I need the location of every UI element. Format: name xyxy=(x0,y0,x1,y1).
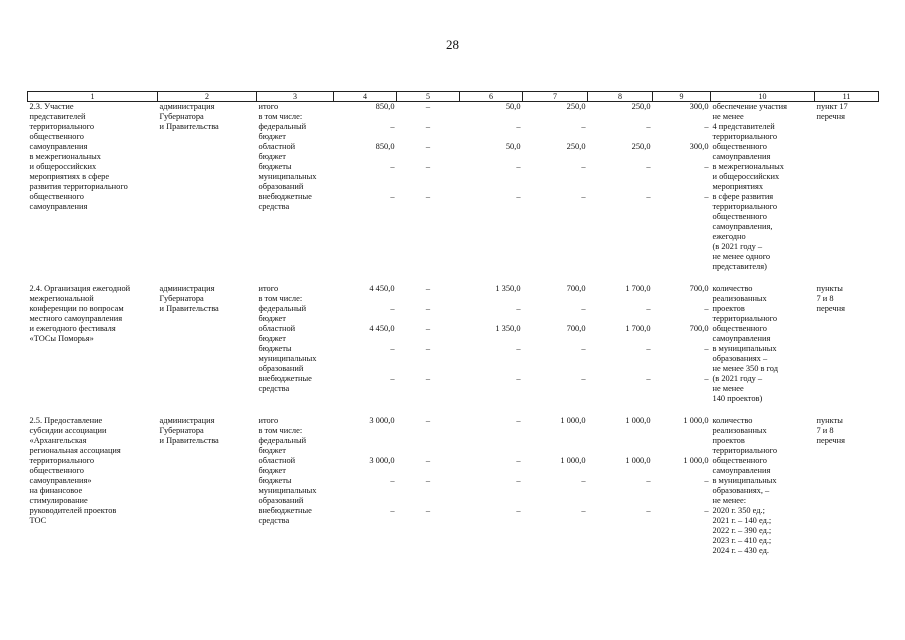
value-cell: – xyxy=(581,122,586,131)
value-cell xyxy=(655,426,709,436)
value-cell: – xyxy=(425,142,431,151)
value-cell: – xyxy=(646,122,651,131)
value-cell xyxy=(590,436,651,456)
value-cell xyxy=(525,112,586,122)
value-cell: 850,0 xyxy=(375,142,395,151)
value-cell xyxy=(462,426,521,436)
value-cell: 250,0 xyxy=(631,102,651,111)
value-cell: 1 000,0 xyxy=(625,456,651,465)
value-cell: 50,0 xyxy=(505,142,521,151)
value-cell: – xyxy=(390,122,395,131)
value-cell: – xyxy=(704,122,709,131)
value-cell: 3 000,0 xyxy=(369,416,395,425)
value-cell: – xyxy=(425,456,431,465)
value-cell: – xyxy=(581,192,586,201)
value-cell: – xyxy=(646,162,651,171)
header-row xyxy=(28,92,879,102)
value-cell xyxy=(336,436,395,456)
value-cell: – xyxy=(390,304,395,313)
source-label: в том числе: xyxy=(258,426,303,435)
source-label: внебюджетные средства xyxy=(258,506,312,525)
value-cell: – xyxy=(425,162,431,171)
col7-values xyxy=(523,102,588,273)
executor: администрация Губернатора и Правительства xyxy=(159,284,219,313)
table-row xyxy=(28,284,879,404)
value-cell: 250,0 xyxy=(566,102,586,111)
value-cell: – xyxy=(390,374,395,383)
source-label: областной бюджет xyxy=(258,142,296,161)
value-cell: – xyxy=(425,284,431,293)
value-cell: 1 700,0 xyxy=(625,284,651,293)
value-cell: – xyxy=(516,506,521,515)
value-cell: 3 000,0 xyxy=(369,456,395,465)
program-table xyxy=(27,91,879,556)
value-cell: – xyxy=(390,344,395,353)
col-header: 10 xyxy=(711,92,815,102)
reference: пункты 7 и 8 перечня xyxy=(816,284,845,313)
value-cell: 4 450,0 xyxy=(369,284,395,293)
value-cell xyxy=(590,112,651,122)
col5-values xyxy=(397,284,460,404)
col9-values xyxy=(653,416,711,556)
col-header: 11 xyxy=(815,92,879,102)
value-cell: – xyxy=(516,416,521,425)
value-cell: 1 000,0 xyxy=(560,456,586,465)
col-header: 9 xyxy=(653,92,711,102)
col7-values xyxy=(523,284,588,404)
reference: пункты 7 и 8 перечня xyxy=(816,416,845,445)
col4-values xyxy=(334,284,397,404)
col5-values xyxy=(397,102,460,273)
value-cell xyxy=(655,294,709,304)
source-label: итого xyxy=(258,416,279,425)
value-cell: – xyxy=(704,506,709,515)
col4-values xyxy=(334,102,397,273)
value-cell: 4 450,0 xyxy=(369,324,395,333)
value-cell: – xyxy=(581,506,586,515)
value-cell: – xyxy=(425,506,431,515)
source-label: областной бюджет xyxy=(258,456,296,475)
col4-values xyxy=(334,416,397,556)
value-cell: – xyxy=(516,122,521,131)
value-cell: – xyxy=(704,344,709,353)
value-cell: 1 000,0 xyxy=(683,416,709,425)
value-cell: – xyxy=(704,374,709,383)
value-cell xyxy=(525,436,586,456)
col8-values xyxy=(588,284,653,404)
value-cell: – xyxy=(704,162,709,171)
value-cell: – xyxy=(390,476,395,485)
value-cell: – xyxy=(646,344,651,353)
row-spacer xyxy=(28,404,879,416)
funding-sources xyxy=(257,416,334,556)
value-cell: 1 000,0 xyxy=(625,416,651,425)
col8-values xyxy=(588,102,653,273)
executor: администрация Губернатора и Правительства xyxy=(159,102,219,131)
source-label: федеральный бюджет xyxy=(258,436,307,455)
activity-name: 2.4. Организация ежегодной межрегиональной конференции по вопросам местного самоуправления и ежегодного фестиваля «ТОСы Поморья» xyxy=(29,284,131,343)
executor: администрация Губернатора и Правительства xyxy=(159,416,219,445)
value-cell: 50,0 xyxy=(505,102,521,111)
value-cell: – xyxy=(704,192,709,201)
value-cell: – xyxy=(704,476,709,485)
table-row xyxy=(28,416,879,556)
value-cell: 700,0 xyxy=(566,284,586,293)
value-cell: 850,0 xyxy=(375,102,395,111)
value-cell: – xyxy=(516,304,521,313)
value-cell xyxy=(655,112,709,122)
funding-sources xyxy=(257,102,334,273)
col-header: 5 xyxy=(397,92,460,102)
value-cell: 1 350,0 xyxy=(495,324,521,333)
col6-values xyxy=(460,416,523,556)
source-label: внебюджетные средства xyxy=(258,374,312,393)
col6-values xyxy=(460,102,523,273)
source-label: федеральный бюджет xyxy=(258,304,307,323)
value-cell: – xyxy=(516,456,521,465)
value-cell: – xyxy=(581,304,586,313)
expected-result: количество реализованных проектов территориального общественного самоуправления в муниципальных образованиях – не менее 350 в год (в 2021 году – не менее 140 проектов) xyxy=(712,284,778,403)
value-cell: – xyxy=(390,162,395,171)
value-cell: – xyxy=(516,192,521,201)
source-label: областной бюджет xyxy=(258,324,296,343)
value-cell: – xyxy=(646,304,651,313)
value-cell: – xyxy=(581,374,586,383)
value-cell: – xyxy=(516,374,521,383)
value-cell: – xyxy=(516,162,521,171)
col5-values xyxy=(397,416,460,556)
value-cell: – xyxy=(425,192,431,201)
value-cell xyxy=(399,112,458,122)
value-cell xyxy=(399,426,458,436)
value-cell: – xyxy=(581,162,586,171)
value-cell xyxy=(462,112,521,122)
value-cell xyxy=(336,112,395,122)
value-cell: – xyxy=(646,506,651,515)
value-cell: 300,0 xyxy=(689,102,709,111)
source-label: федеральный бюджет xyxy=(258,122,307,141)
source-label: итого xyxy=(258,284,279,293)
value-cell: – xyxy=(581,344,586,353)
col8-values xyxy=(588,416,653,556)
value-cell xyxy=(590,426,651,436)
source-label: в том числе: xyxy=(258,112,303,121)
source-label: итого xyxy=(258,102,279,111)
col-header: 6 xyxy=(460,92,523,102)
value-cell xyxy=(525,294,586,304)
expected-result: количество реализованных проектов территориального общественного самоуправления в муниципальных образованиях, – не менее: 2020 г. 350 ед.; 2021 г. – 140 ед.; 2022 г. – 390 ед.; 2023 г. – 410 ед.; 2024 г. – 430 ед. xyxy=(712,416,778,555)
source-label: бюджеты муниципальных образований xyxy=(258,344,317,373)
value-cell: 700,0 xyxy=(689,284,709,293)
value-cell: – xyxy=(390,192,395,201)
value-cell: – xyxy=(425,102,431,111)
value-cell xyxy=(655,436,709,456)
value-cell xyxy=(525,426,586,436)
value-cell xyxy=(462,436,521,456)
funding-sources xyxy=(257,284,334,404)
value-cell: – xyxy=(646,374,651,383)
col-header: 4 xyxy=(334,92,397,102)
col9-values xyxy=(653,284,711,404)
value-cell: 300,0 xyxy=(689,142,709,151)
row-spacer xyxy=(28,272,879,284)
col6-values xyxy=(460,284,523,404)
value-cell: – xyxy=(704,304,709,313)
page-number: 28 xyxy=(446,37,459,52)
col-header: 3 xyxy=(257,92,334,102)
value-cell xyxy=(336,294,395,304)
source-label: внебюджетные средства xyxy=(258,192,312,211)
expected-result: обеспечение участия не менее 4 представителей территориального общественного самоуправления в межрегиональных и общероссийских мероприятиях в сфере развития территориального общественного самоуправления, ежегодно (в 2021 году – не менее одного представителя) xyxy=(712,102,788,271)
value-cell: – xyxy=(425,122,431,131)
value-cell: – xyxy=(425,324,431,333)
value-cell: 1 000,0 xyxy=(560,416,586,425)
value-cell xyxy=(399,294,458,304)
value-cell: 250,0 xyxy=(631,142,651,151)
value-cell: – xyxy=(516,344,521,353)
activity-name: 2.5. Предоставление субсидии ассоциации «Архангельская региональная ассоциация территориального общественного самоуправления» на финансовое стимулирование руководителей проектов ТОС xyxy=(29,416,121,525)
value-cell: – xyxy=(516,476,521,485)
value-cell xyxy=(399,436,458,456)
col-header: 8 xyxy=(588,92,653,102)
value-cell: 700,0 xyxy=(566,324,586,333)
value-cell xyxy=(590,294,651,304)
value-cell: 700,0 xyxy=(689,324,709,333)
value-cell: – xyxy=(646,192,651,201)
value-cell: 1 700,0 xyxy=(625,324,651,333)
value-cell: 250,0 xyxy=(566,142,586,151)
reference: пункт 17 перечня xyxy=(816,102,848,121)
value-cell: – xyxy=(425,344,431,353)
source-label: в том числе: xyxy=(258,294,303,303)
value-cell: – xyxy=(646,476,651,485)
source-label: бюджеты муниципальных образований xyxy=(258,162,317,191)
value-cell: – xyxy=(425,374,431,383)
col-header: 2 xyxy=(158,92,257,102)
activity-name: 2.3. Участие представителей территориального общественного самоуправления в межрегиональных и общероссийских мероприятиях в сфере развития территориального общественного самоуправления xyxy=(29,102,128,211)
value-cell: – xyxy=(390,506,395,515)
value-cell: – xyxy=(425,304,431,313)
value-cell: 1 000,0 xyxy=(683,456,709,465)
value-cell: – xyxy=(425,416,431,425)
col9-values xyxy=(653,102,711,273)
col-header: 7 xyxy=(523,92,588,102)
source-label: бюджеты муниципальных образований xyxy=(258,476,317,505)
col7-values xyxy=(523,416,588,556)
table-row xyxy=(28,102,879,273)
value-cell: – xyxy=(581,476,586,485)
col-header: 1 xyxy=(28,92,158,102)
value-cell xyxy=(462,294,521,304)
value-cell: – xyxy=(425,476,431,485)
value-cell xyxy=(336,426,395,436)
value-cell: 1 350,0 xyxy=(495,284,521,293)
